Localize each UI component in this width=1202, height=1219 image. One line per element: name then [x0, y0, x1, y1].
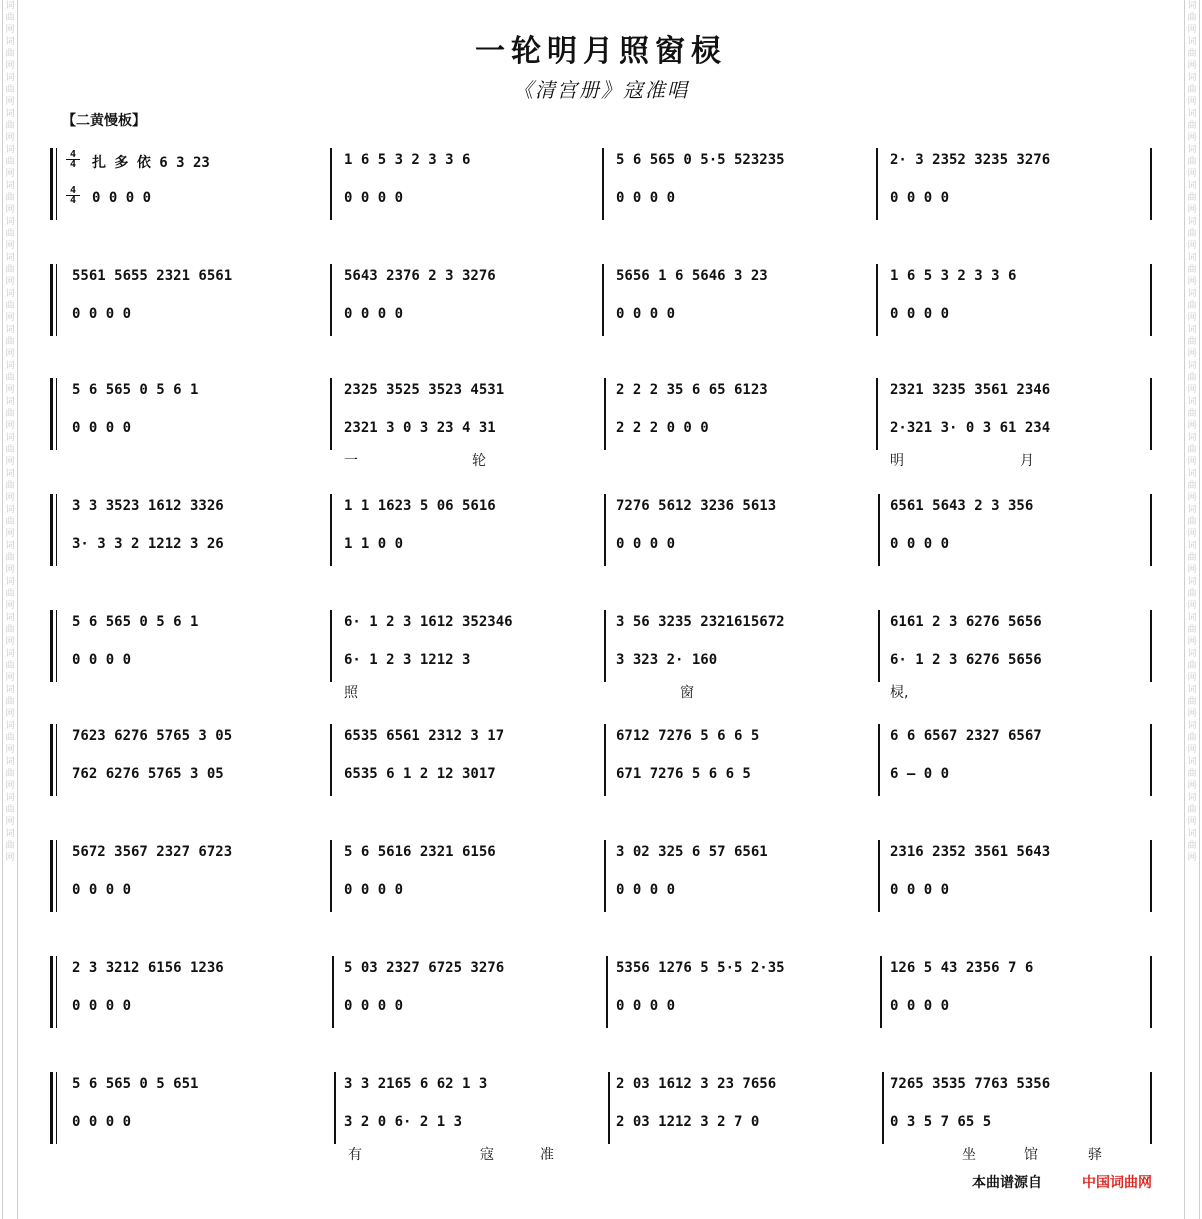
watermark-text: 词曲网: [5, 181, 15, 215]
vocal-measure: 6· 1 2 3 6276 5656: [890, 652, 1042, 668]
barline: [330, 148, 332, 220]
system-bracket: [50, 956, 53, 1028]
watermark-text: 词曲网: [5, 289, 15, 323]
barline: [606, 956, 608, 1028]
barline: [330, 610, 332, 682]
vocal-measure: 762 6276 5765 3 05: [72, 766, 224, 782]
watermark-text: 词曲网: [5, 37, 15, 71]
melody-measure: 6 6 6567 2327 6567: [890, 728, 1042, 744]
melody-measure: 5 6 565 0 5 6 1: [72, 382, 199, 398]
melody-measure: 扎 多 依 6 3 23: [92, 155, 210, 171]
system-bracket: [50, 840, 53, 912]
watermark-text: 词曲网: [1187, 253, 1197, 287]
barline: [878, 840, 880, 912]
system-bracket: [50, 378, 53, 450]
time-signature: 4 4: [66, 186, 80, 205]
system-bracket: [50, 724, 53, 796]
melody-measure: 5 03 2327 6725 3276: [344, 960, 505, 976]
vocal-measure: 2321 3 0 3 23 4 31: [344, 420, 496, 436]
score-system: [0, 264, 1202, 374]
melody-measure: 2316 2352 3561 5643: [890, 844, 1051, 860]
watermark-text: 词曲网: [1187, 145, 1197, 179]
watermark-text: 词曲网: [5, 793, 15, 827]
melody-measure: 7276 5612 3236 5613: [616, 498, 777, 514]
vocal-measure: 0 0 0 0: [344, 306, 404, 322]
watermark-text: 词曲网: [1187, 325, 1197, 359]
watermark-text: 词曲网: [1187, 649, 1197, 683]
barline: [1150, 378, 1152, 450]
barline: [604, 840, 606, 912]
melody-measure: 5 6 565 0 5 651: [72, 1076, 199, 1092]
lyric-syllable: 馆: [1024, 1147, 1038, 1163]
watermark-text: 词曲网: [5, 577, 15, 611]
melody-measure: 6535 6561 2312 3 17: [344, 728, 505, 744]
watermark-text: 词曲网: [5, 757, 15, 791]
barline: [604, 378, 606, 450]
barline: [1150, 1072, 1152, 1144]
watermark-text: 词曲网: [1187, 757, 1197, 791]
vocal-measure: 1 1 0 0: [344, 536, 404, 552]
watermark-text: 词曲网: [5, 73, 15, 107]
barline: [330, 378, 332, 450]
melody-measure: 2325 3525 3523 4531: [344, 382, 505, 398]
barline: [332, 956, 334, 1028]
system-bracket: [50, 494, 53, 566]
melody-measure: 2 03 1612 3 23 7656: [616, 1076, 777, 1092]
watermark-text: 词曲网: [5, 397, 15, 431]
melody-measure: 5656 1 6 5646 3 23: [616, 268, 768, 284]
vocal-measure: 6535 6 1 2 12 3017: [344, 766, 496, 782]
system-bracket-thin: [56, 840, 57, 912]
vocal-measure: 0 0 0 0: [72, 882, 132, 898]
system-bracket-thin: [56, 1072, 57, 1144]
barline: [876, 148, 878, 220]
watermark-text: 词曲网: [5, 253, 15, 287]
watermark-text: 词曲网: [1187, 73, 1197, 107]
vocal-measure: 6· 1 2 3 1212 3: [344, 652, 471, 668]
score-system: [0, 840, 1202, 950]
vocal-measure: 3· 3 3 2 1212 3 26: [72, 536, 224, 552]
lyric-syllable: 坐: [962, 1147, 976, 1163]
watermark-text: 词曲网: [1187, 289, 1197, 323]
barline: [330, 840, 332, 912]
lyric-syllable: 一: [344, 453, 358, 469]
vocal-measure: 0 0 0 0: [890, 306, 950, 322]
vocal-measure: 0 0 0 0: [890, 998, 950, 1014]
melody-measure: 3 02 325 6 57 6561: [616, 844, 768, 860]
score-system: [0, 724, 1202, 834]
barline: [604, 724, 606, 796]
melody-measure: 3 56 3235 2321615672: [616, 614, 785, 630]
watermark-text: 词曲网: [1187, 721, 1197, 755]
watermark-text: 词曲网: [1187, 37, 1197, 71]
page-subtitle: 《清宫册》寇准唱: [513, 78, 689, 102]
vocal-measure: 2 03 1212 3 2 7 0: [616, 1114, 760, 1130]
site-name: 中国词曲网: [1082, 1175, 1152, 1191]
lyric-syllable: 轮: [472, 453, 486, 469]
melody-measure: 6712 7276 5 6 6 5: [616, 728, 760, 744]
barline: [330, 494, 332, 566]
score-system: [0, 494, 1202, 604]
vocal-measure: 0 0 0 0: [72, 998, 132, 1014]
watermark-text: 词曲网: [1187, 1, 1197, 35]
score-system: [0, 1072, 1202, 1182]
melody-measure: 2321 3235 3561 2346: [890, 382, 1051, 398]
watermark-text: 词曲网: [1187, 217, 1197, 251]
score-system: [0, 610, 1202, 720]
vocal-measure: 0 0 0 0: [616, 998, 676, 1014]
system-bracket: [50, 1072, 53, 1144]
watermark-text: 词曲网: [1187, 793, 1197, 827]
watermark-text: 词曲网: [5, 613, 15, 647]
system-bracket: [50, 264, 53, 336]
tempo-marking: 【二黄慢板】: [62, 113, 146, 129]
melody-measure: 126 5 43 2356 7 6: [890, 960, 1034, 976]
barline: [608, 1072, 610, 1144]
watermark-text: 词曲网: [1187, 433, 1197, 467]
barline: [878, 724, 880, 796]
watermark-text: 词曲网: [5, 361, 15, 395]
melody-measure: 6561 5643 2 3 356: [890, 498, 1034, 514]
score-system: [0, 378, 1202, 488]
barline: [878, 494, 880, 566]
melody-measure: 6161 2 3 6276 5656: [890, 614, 1042, 630]
vocal-measure: 3 323 2· 160: [616, 652, 718, 668]
melody-measure: 5561 5655 2321 6561: [72, 268, 233, 284]
watermark-text: 词曲网: [1187, 109, 1197, 143]
barline: [1150, 610, 1152, 682]
system-bracket-thin: [56, 494, 57, 566]
watermark-text: 词曲网: [5, 217, 15, 251]
watermark-text: 词曲网: [1187, 469, 1197, 503]
watermark-text: 词曲网: [1187, 685, 1197, 719]
watermark-text: 词曲网: [1187, 181, 1197, 215]
barline: [882, 1072, 884, 1144]
watermark-text: 词曲网: [1187, 613, 1197, 647]
melody-measure: 2 2 2 35 6 65 6123: [616, 382, 768, 398]
melody-measure: 5356 1276 5 5·5 2·35: [616, 960, 785, 976]
time-signature: 4 4: [66, 150, 80, 169]
barline: [1150, 724, 1152, 796]
watermark-text: 词曲网: [1187, 829, 1197, 863]
system-bracket-thin: [56, 148, 57, 220]
melody-measure: 3 3 2165 6 62 1 3: [344, 1076, 488, 1092]
barline: [1150, 956, 1152, 1028]
melody-measure: 2 3 3212 6156 1236: [72, 960, 224, 976]
barline: [1150, 264, 1152, 336]
system-bracket-thin: [56, 724, 57, 796]
barline: [334, 1072, 336, 1144]
melody-measure: 5 6 5616 2321 6156: [344, 844, 496, 860]
vocal-measure: 0 0 0 0: [890, 536, 950, 552]
melody-measure: 2· 3 2352 3235 3276: [890, 152, 1051, 168]
source-label: 本曲谱源自: [972, 1175, 1042, 1191]
lyric-syllable: 准: [540, 1147, 554, 1163]
vocal-measure: 2·321 3· 0 3 61 234: [890, 420, 1051, 436]
barline: [604, 610, 606, 682]
melody-measure: 7265 3535 7763 5356: [890, 1076, 1051, 1092]
lyric-syllable: 窗: [680, 685, 694, 701]
melody-measure: 1 6 5 3 2 3 3 6: [344, 152, 471, 168]
watermark-text: 词曲网: [1187, 397, 1197, 431]
vocal-measure: 0 0 0 0: [616, 882, 676, 898]
watermark-text: 词曲网: [1187, 577, 1197, 611]
vocal-measure: 2 2 2 0 0 0: [616, 420, 709, 436]
vocal-measure: 0 3 5 7 65 5: [890, 1114, 992, 1130]
watermark-text: 词曲网: [5, 649, 15, 683]
watermark-text: 词曲网: [5, 145, 15, 179]
lyric-syllable: 月: [1020, 453, 1034, 469]
barline: [330, 724, 332, 796]
page-title: 一轮明月照窗棂: [475, 34, 727, 69]
score-system: [0, 956, 1202, 1066]
lyric-syllable: 驿: [1088, 1147, 1102, 1163]
melody-measure: 1 6 5 3 2 3 3 6: [890, 268, 1017, 284]
vocal-measure: 0 0 0 0: [616, 306, 676, 322]
watermark-text: 词曲网: [5, 505, 15, 539]
barline: [1150, 494, 1152, 566]
system-bracket-thin: [56, 956, 57, 1028]
melody-measure: 1 1 1623 5 06 5616: [344, 498, 496, 514]
melody-measure: 7623 6276 5765 3 05: [72, 728, 233, 744]
lyric-syllable: 棂,: [890, 685, 909, 701]
watermark-text: 词曲网: [5, 685, 15, 719]
system-bracket-thin: [56, 264, 57, 336]
melody-measure: 5643 2376 2 3 3276: [344, 268, 496, 284]
melody-measure: 5 6 565 0 5·5 523235: [616, 152, 785, 168]
melody-measure: 6· 1 2 3 1612 352346: [344, 614, 513, 630]
watermark-text: 词曲网: [5, 829, 15, 863]
vocal-measure: 6 — 0 0: [890, 766, 950, 782]
vocal-measure: 0 0 0 0: [616, 190, 676, 206]
vocal-measure: 0 0 0 0: [72, 1114, 132, 1130]
vocal-measure: 0 0 0 0: [344, 998, 404, 1014]
barline: [1150, 148, 1152, 220]
vocal-measure: 0 0 0 0: [616, 536, 676, 552]
vocal-measure: 3 2 0 6· 2 1 3: [344, 1114, 463, 1130]
system-bracket: [50, 610, 53, 682]
watermark-text: 词曲网: [5, 325, 15, 359]
melody-measure: 5672 3567 2327 6723: [72, 844, 233, 860]
barline: [602, 264, 604, 336]
system-bracket-thin: [56, 378, 57, 450]
barline: [330, 264, 332, 336]
lyric-syllable: 明: [890, 453, 904, 469]
watermark-text: 词曲网: [5, 109, 15, 143]
barline: [876, 378, 878, 450]
watermark-text: 词曲网: [5, 469, 15, 503]
vocal-measure: 0 0 0 0: [72, 306, 132, 322]
watermark-text: 词曲网: [5, 541, 15, 575]
vocal-measure: 0 0 0 0: [890, 190, 950, 206]
vocal-measure: 671 7276 5 6 6 5: [616, 766, 751, 782]
lyric-syllable: 照: [344, 685, 358, 701]
vocal-measure: 0 0 0 0: [344, 190, 404, 206]
vocal-measure: 0 0 0 0: [890, 882, 950, 898]
barline: [1150, 840, 1152, 912]
barline: [604, 494, 606, 566]
watermark-text: 词曲网: [5, 433, 15, 467]
score-system: [0, 148, 1202, 258]
barline: [602, 148, 604, 220]
vocal-measure: 0 0 0 0: [92, 190, 152, 206]
watermark-text: 词曲网: [5, 1, 15, 35]
watermark-text: 词曲网: [1187, 541, 1197, 575]
watermark-text: 词曲网: [5, 721, 15, 755]
lyric-syllable: 有: [348, 1147, 362, 1163]
melody-measure: 5 6 565 0 5 6 1: [72, 614, 199, 630]
lyric-syllable: 寇: [480, 1147, 494, 1163]
watermark-text: 词曲网: [1187, 361, 1197, 395]
barline: [880, 956, 882, 1028]
melody-measure: 3 3 3523 1612 3326: [72, 498, 224, 514]
vocal-measure: 0 0 0 0: [72, 420, 132, 436]
vocal-measure: 0 0 0 0: [344, 882, 404, 898]
system-bracket-thin: [56, 610, 57, 682]
watermark-text: 词曲网: [1187, 505, 1197, 539]
vocal-measure: 0 0 0 0: [72, 652, 132, 668]
barline: [878, 610, 880, 682]
system-bracket: [50, 148, 53, 220]
barline: [876, 264, 878, 336]
